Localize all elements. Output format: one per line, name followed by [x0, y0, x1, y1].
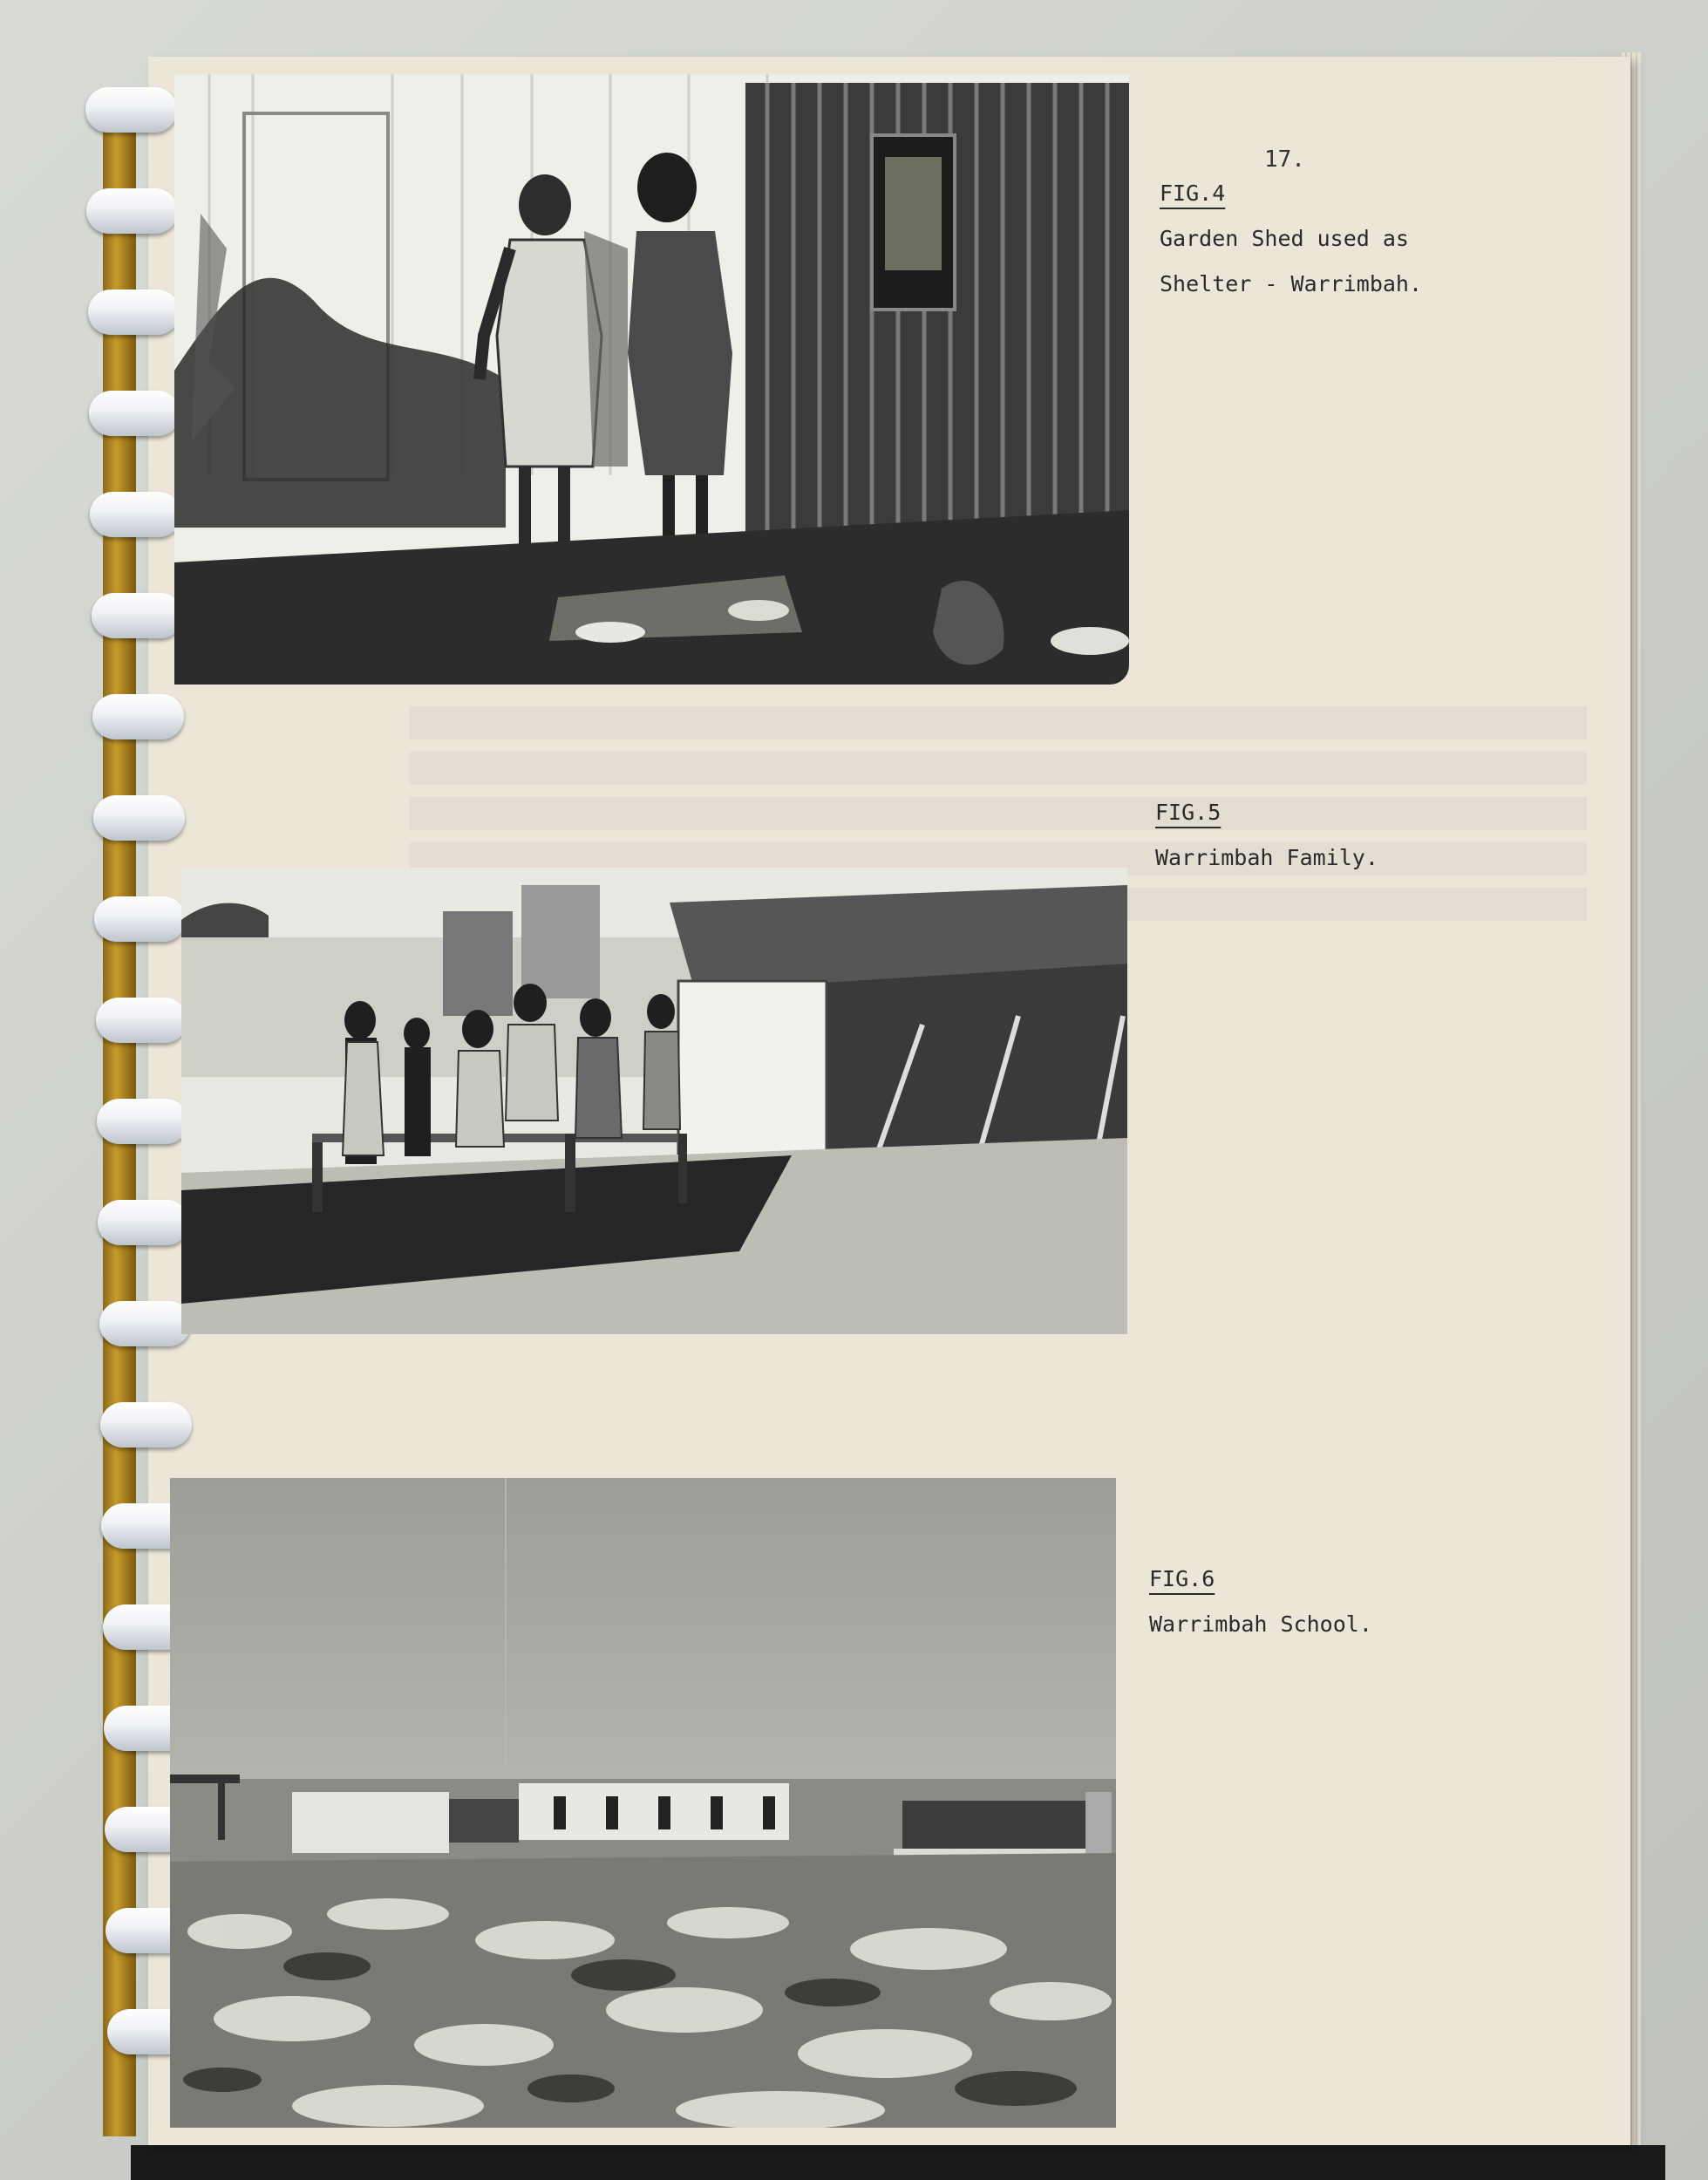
- figure-4-caption-line-2: Shelter - Warrimbah.: [1160, 271, 1423, 296]
- photo-warrimbah-family: [181, 868, 1127, 1334]
- figure-5-label: FIG.5: [1155, 800, 1221, 825]
- binding-coil: [92, 694, 184, 739]
- figure-5-caption: [1155, 790, 1378, 881]
- binding-coil: [100, 1402, 192, 1448]
- binding-coil: [88, 290, 180, 335]
- figure-6-label: FIG.6: [1149, 1566, 1215, 1591]
- binding-coil: [93, 795, 185, 841]
- binding-coil: [90, 492, 181, 537]
- figure-5-caption-line-1: Warrimbah Family.: [1155, 845, 1378, 870]
- figure-6-caption-line-1: Warrimbah School.: [1149, 1611, 1372, 1637]
- binding-coil: [98, 1200, 189, 1245]
- binding-coil: [97, 1099, 188, 1144]
- photo-garden-shed: [174, 74, 1129, 685]
- figure-4-caption: [1160, 171, 1422, 307]
- binding-coil: [99, 1301, 191, 1346]
- page-number: 17.: [1264, 146, 1305, 173]
- binding-coil: [94, 896, 186, 942]
- figure-4-caption-line-1: Garden Shed used as: [1160, 226, 1409, 251]
- figure-6-caption: [1149, 1557, 1372, 1647]
- photo-warrimbah-school: [170, 1478, 1116, 2128]
- binding-coil: [86, 188, 178, 234]
- background-shadow: [131, 2145, 1665, 2180]
- figure-4-label: FIG.4: [1160, 181, 1226, 206]
- binding-coil: [85, 87, 177, 133]
- binding-coil: [92, 593, 183, 638]
- binding-coil: [89, 391, 180, 436]
- binding-coil: [96, 998, 187, 1043]
